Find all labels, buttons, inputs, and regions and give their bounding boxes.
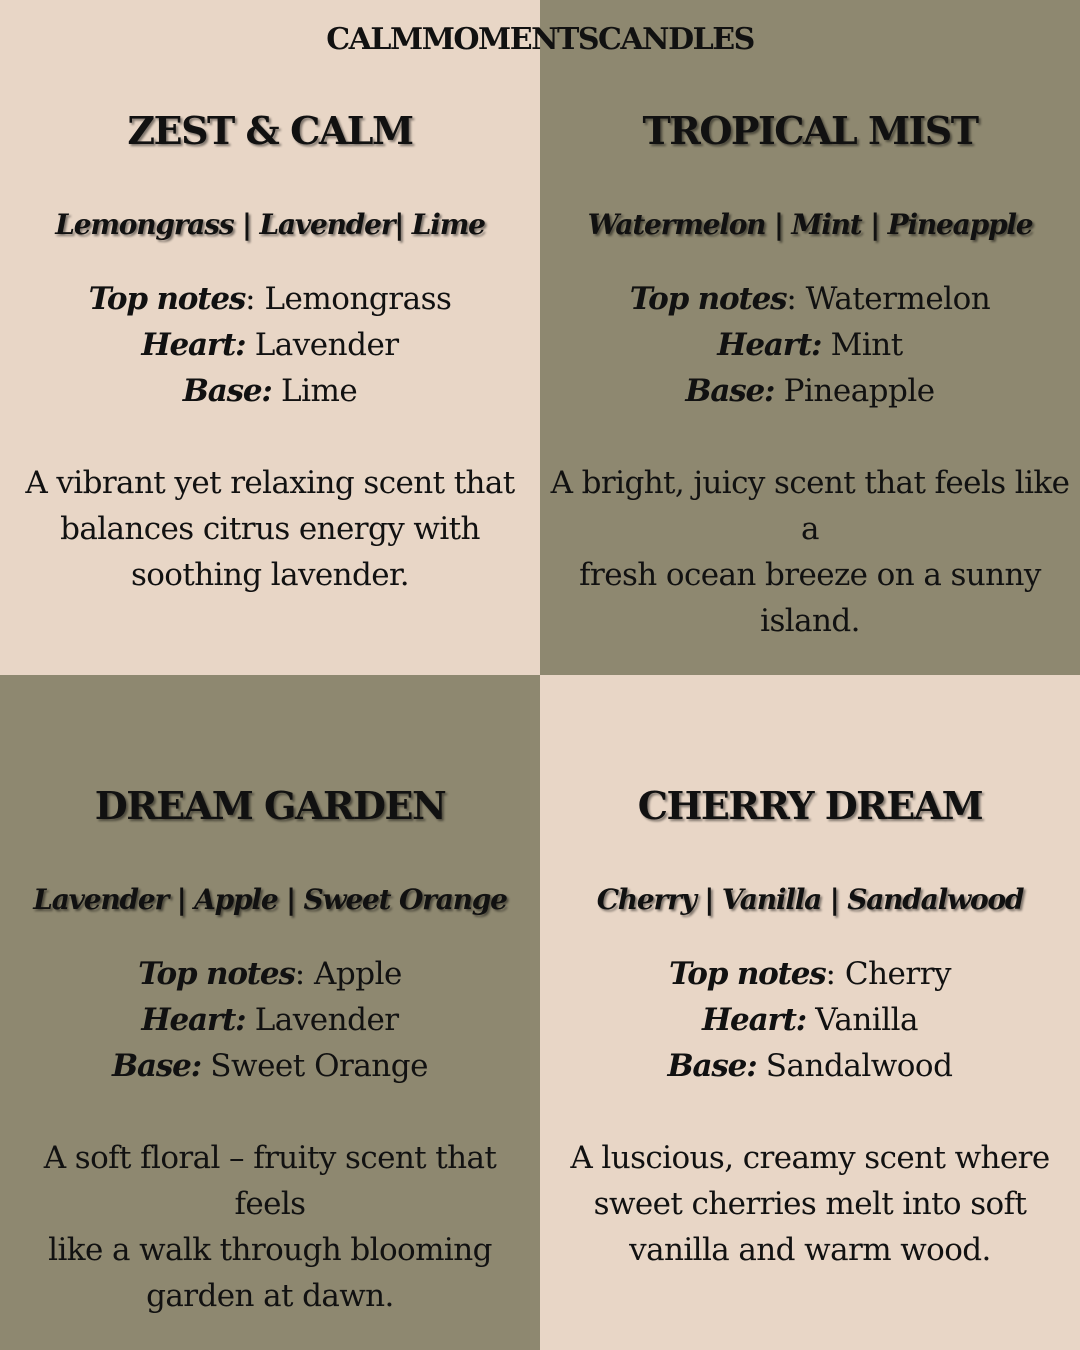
candle-description	[0, 460, 540, 598]
description-line: garden at dawn.	[146, 1278, 394, 1314]
top-notes-label: Top notes	[138, 956, 295, 992]
candle-title: ZEST & CALM	[127, 108, 413, 153]
candle-description	[540, 460, 1080, 644]
description-line: A bright, juicy scent that feels like a	[550, 465, 1070, 547]
top-notes-line	[540, 951, 1080, 997]
candle-subtitle: Watermelon | Mint | Pineapple	[587, 208, 1033, 241]
top-notes-line	[0, 951, 540, 997]
scent-notes	[0, 951, 540, 1089]
heart-label: Heart:	[717, 327, 822, 363]
base-label: Base:	[112, 1048, 201, 1084]
candle-title: TROPICAL MIST	[642, 108, 978, 153]
candle-title: DREAM GARDEN	[94, 783, 446, 828]
base-line	[540, 368, 1080, 414]
base-label: Base:	[667, 1048, 757, 1084]
description-line: island.	[760, 603, 860, 639]
candle-subtitle: Lavender | Apple | Sweet Orange	[33, 883, 507, 916]
base-line	[0, 1043, 540, 1089]
top-notes-line	[0, 276, 540, 322]
heart-value: Lavender	[245, 1002, 399, 1038]
top-notes-label: Top notes	[668, 956, 826, 992]
candle-subtitle: Cherry | Vanilla | Sandalwood	[596, 883, 1024, 916]
candle-description	[540, 1135, 1080, 1273]
top-notes-value: : Apple	[294, 956, 402, 992]
scent-notes	[540, 951, 1080, 1089]
heart-label: Heart:	[141, 1002, 246, 1038]
candle-card-tropical-mist	[540, 0, 1080, 675]
candle-subtitle: Lemongrass | Lavender| Lime	[55, 208, 485, 241]
base-value: Sandalwood	[756, 1048, 953, 1084]
description-line: vanilla and warm wood.	[629, 1232, 991, 1268]
base-label: Base:	[685, 373, 775, 409]
description-line: A vibrant yet relaxing scent that	[25, 465, 515, 501]
top-notes-value: : Watermelon	[786, 281, 991, 317]
scent-notes	[540, 276, 1080, 414]
top-notes-value: : Cherry	[825, 956, 952, 992]
description-line: fresh ocean breeze on a sunny	[579, 557, 1041, 593]
heart-label: Heart:	[701, 1002, 806, 1038]
heart-label: Heart:	[141, 327, 246, 363]
top-notes-value: : Lemongrass	[245, 281, 452, 317]
heart-line	[540, 997, 1080, 1043]
base-line	[540, 1043, 1080, 1089]
base-line	[0, 368, 540, 414]
candle-card-dream-garden	[0, 675, 540, 1350]
description-line: soothing lavender.	[130, 557, 410, 593]
heart-value: Vanilla	[805, 1002, 919, 1038]
top-notes-label: Top notes	[88, 281, 246, 317]
base-value: Sweet Orange	[200, 1048, 428, 1084]
heart-line	[540, 322, 1080, 368]
heart-value: Mint	[821, 327, 903, 363]
heart-line	[0, 997, 540, 1043]
description-line: balances citrus energy with	[60, 511, 480, 547]
base-value: Lime	[271, 373, 358, 409]
description-line: A luscious, creamy scent where	[570, 1140, 1050, 1176]
base-value: Pineapple	[774, 373, 935, 409]
top-notes-line	[540, 276, 1080, 322]
base-label: Base:	[182, 373, 272, 409]
heart-line	[0, 322, 540, 368]
description-line: sweet cherries melt into soft	[593, 1186, 1027, 1222]
candle-title: CHERRY DREAM	[637, 783, 983, 828]
top-notes-label: Top notes	[629, 281, 787, 317]
heart-value: Lavender	[245, 327, 399, 363]
candle-card-cherry-dream	[540, 675, 1080, 1350]
candle-description	[0, 1135, 540, 1319]
description-line: like a walk through blooming	[48, 1232, 492, 1268]
candle-card-zest-calm	[0, 0, 540, 675]
scent-notes	[0, 276, 540, 414]
description-line: A soft floral – fruity scent that feels	[43, 1140, 497, 1222]
brand-title: CALMMOMENTSCANDLES	[326, 22, 754, 57]
